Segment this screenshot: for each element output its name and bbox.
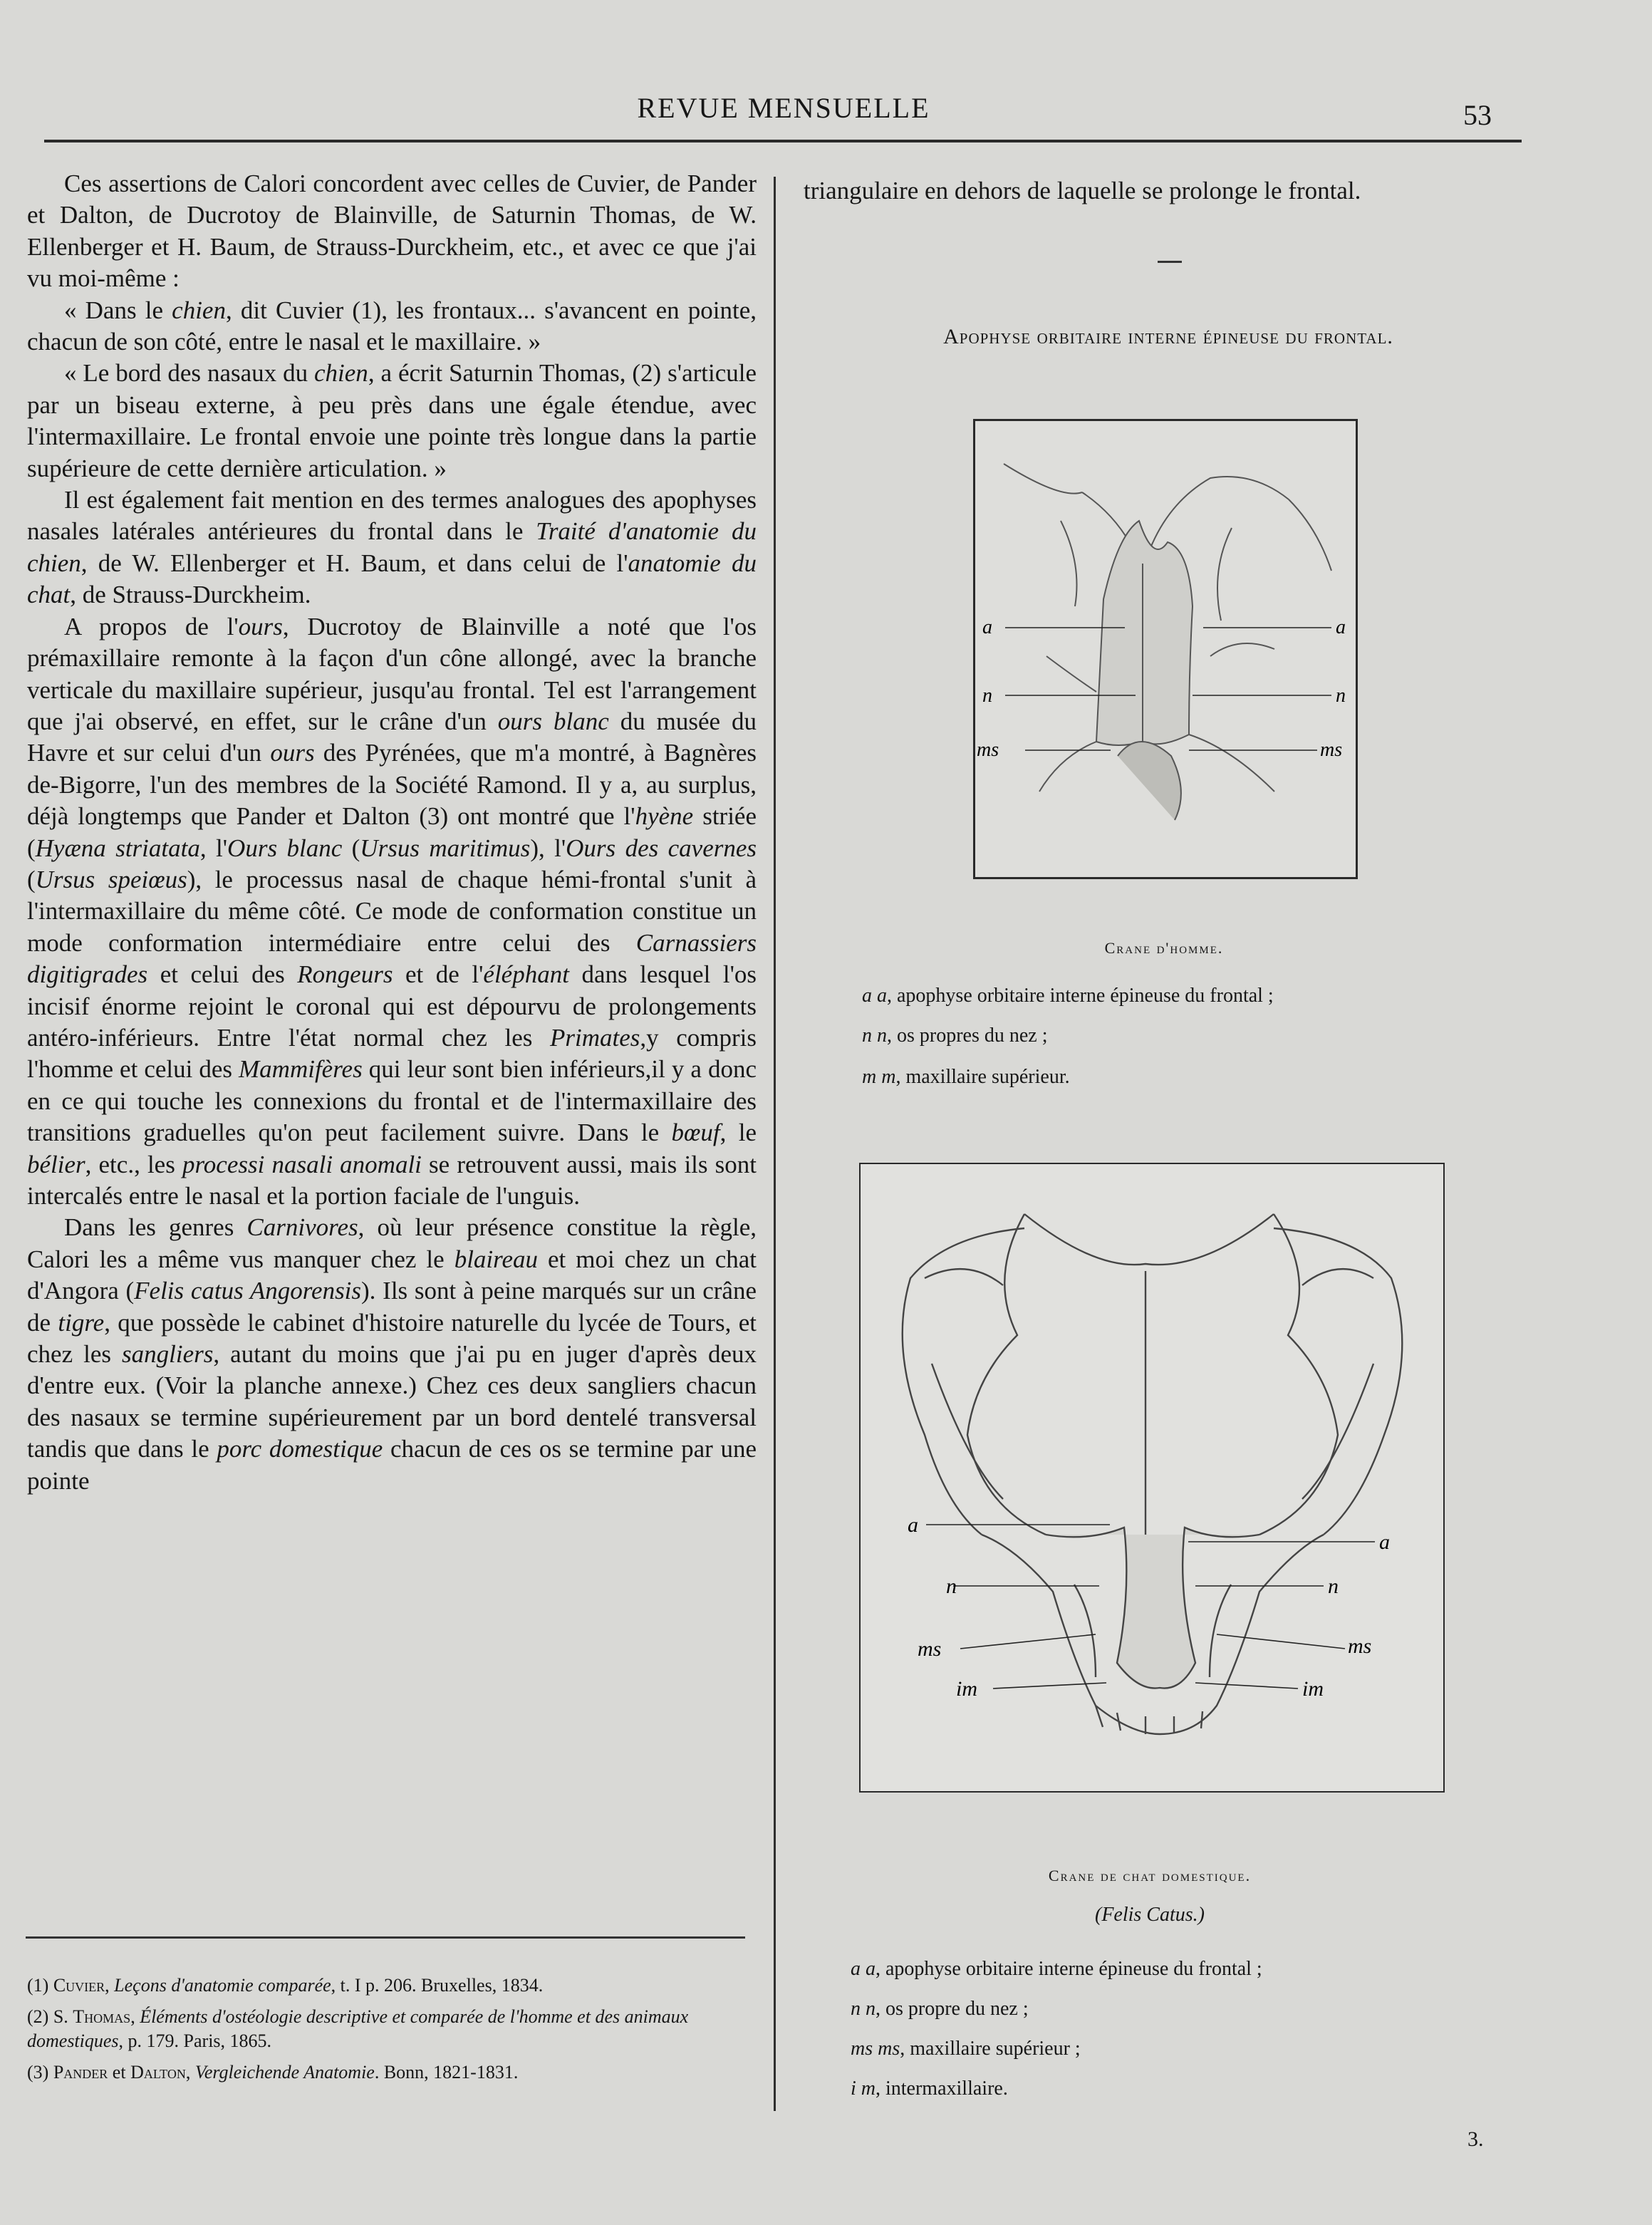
small-caps-run: Pander bbox=[53, 2062, 108, 2083]
figure1-caption-title: Crane d'homme. bbox=[1104, 939, 1224, 957]
italic-run: Traité d'anatomie du chien bbox=[27, 517, 757, 577]
legend-key: n n bbox=[851, 1998, 876, 2020]
text-run: A propos de l' bbox=[64, 612, 239, 640]
text-run: qui leur sont bien inférieurs,il y a donc en ce qui touche les connexions du frontal et de l'intermaxillaire des transitions graduelles qu'on peut facilement suivre. Dans le bbox=[27, 1055, 757, 1147]
italic-run: Ours blanc bbox=[227, 834, 343, 862]
text-run: , bbox=[130, 2006, 140, 2027]
footnote bbox=[27, 1974, 761, 1998]
label-ms-right: ms bbox=[1320, 739, 1343, 761]
text-run: chacun de ces os se termine par une pointe bbox=[27, 1435, 757, 1495]
body-paragraph bbox=[27, 484, 757, 611]
text-run: dans lesquel l'os incisif énorme rejoint le coronal qui est dépourvu de prolongements antéro-inférieurs. Entre l'état normal chez les bbox=[27, 960, 757, 1052]
text-run: du musée du Havre et sur celui d'un bbox=[27, 707, 757, 767]
italic-run: Éléments d'ostéologie descriptive et comparée de l'homme et des animaux domestiques bbox=[27, 2006, 689, 2051]
label-a-right: a bbox=[1336, 616, 1346, 638]
label-ms-left: ms bbox=[977, 739, 999, 761]
signature-mark: 3. bbox=[1467, 2127, 1484, 2151]
text-run: « Le bord des nasaux du bbox=[64, 359, 315, 388]
label-n-left: n bbox=[946, 1575, 957, 1598]
legend-key: a a bbox=[851, 1958, 876, 1980]
text-run: , bbox=[185, 2062, 195, 2083]
body-paragraph bbox=[27, 295, 757, 358]
text-run: Dans les genres bbox=[64, 1213, 247, 1242]
text-run: , p. 179. Paris, 1865. bbox=[118, 2030, 272, 2051]
italic-run: porc domestique bbox=[217, 1435, 383, 1463]
body-paragraph bbox=[27, 611, 757, 1213]
legend-text: , os propre du nez ; bbox=[876, 1998, 1029, 2020]
label-a-left: a bbox=[908, 1513, 918, 1537]
footnote bbox=[27, 2005, 761, 2053]
figure1-legend-2 bbox=[862, 1023, 1048, 1049]
text-run: des Pyrénées, que m'a montré, à Bagnères de-Bigorre, l'un des membres de la Société Ramond. Il y a, au surplus, déjà longtemps que Pander et Dalton (3) ont montré que l' bbox=[27, 739, 757, 831]
text-run: ), le processus nasal de chaque hémi-frontal s'unit à l'intermaxillaire du même côté. Ce mode de conformation constitue un mode conformation intermédiaire entre celui des bbox=[27, 865, 757, 957]
section-title: Apophyse orbitaire interne épineuse du frontal. bbox=[943, 325, 1393, 348]
header-rule bbox=[44, 140, 1522, 142]
text-run: striée ( bbox=[27, 802, 757, 862]
italic-run: ours blanc bbox=[497, 707, 609, 735]
text-run: , l' bbox=[199, 834, 228, 862]
italic-run: hyène bbox=[635, 802, 694, 831]
italic-run: blaireau bbox=[454, 1245, 538, 1273]
italic-run: Carnivores bbox=[246, 1213, 358, 1242]
label-n-right: n bbox=[1336, 685, 1346, 707]
italic-run: processi nasali anomali bbox=[182, 1150, 422, 1178]
legend-text: , maxillaire supérieur. bbox=[895, 1066, 1070, 1088]
body-paragraph bbox=[27, 358, 757, 484]
italic-run: chien bbox=[314, 359, 368, 388]
legend-key: a a bbox=[862, 985, 887, 1007]
label-ms-left: ms bbox=[918, 1637, 942, 1661]
italic-run: Carnassiers digitigrades bbox=[27, 928, 757, 989]
text-run: (1) bbox=[27, 1975, 53, 1996]
text-run: Ces assertions de Calori concordent avec celles de Cuvier, de Pander et Dalton, de Ducrotoy de Blainville, de Saturnin Thomas, de W. Ellenberger et H. Baum, de Strauss-Durckheim, etc., et avec ce que j'ai vu moi-même : bbox=[27, 170, 757, 293]
text-run: , dit Cuvier (1), les frontaux... s'avancent en pointe, chacun de son côté, entre le nasal et le maxillaire. » bbox=[27, 296, 757, 356]
footnotes bbox=[27, 1974, 761, 2092]
text-run: et celui des bbox=[147, 960, 298, 989]
label-im-left: im bbox=[956, 1677, 977, 1701]
text-run: ,y compris l'homme et celui des bbox=[27, 1023, 757, 1084]
footnote bbox=[27, 2060, 761, 2085]
text-run: ( bbox=[27, 865, 36, 893]
italic-run: éléphant bbox=[483, 960, 569, 989]
italic-run: Vergleichende Anatomie bbox=[194, 2062, 375, 2083]
legend-key: ms ms bbox=[851, 2038, 900, 2060]
right-column bbox=[804, 174, 1537, 208]
legend-text: , apophyse orbitaire interne épineuse du frontal ; bbox=[887, 985, 1274, 1007]
continuation-text: triangulaire en dehors de laquelle se prolonge le frontal. bbox=[804, 177, 1361, 204]
text-run: , que possède le cabinet d'histoire naturelle du lycée de Tours, et chez les bbox=[27, 1308, 757, 1369]
text-run: ( bbox=[342, 834, 360, 862]
italic-run: sangliers bbox=[122, 1340, 214, 1369]
text-run: , autant du moins que j'ai pu en juger d'après deux d'entre eux. (Voir la planche annexe.) Chez ces deux sangliers chacun des nasaux se termine supérieurement par un bord dentelé transversal tandis que dans le bbox=[27, 1340, 757, 1463]
legend-text: , intermaxillaire. bbox=[876, 2078, 1008, 2100]
figure2-caption-species: (Felis Catus.) bbox=[1095, 1904, 1205, 1926]
legend-key: i m bbox=[851, 2078, 876, 2100]
italic-run: Felis catus Angorensis bbox=[134, 1277, 362, 1305]
left-column-text bbox=[27, 168, 757, 1497]
text-run: . Bonn, 1821-1831. bbox=[374, 2062, 519, 2083]
legend-text: , maxillaire supérieur ; bbox=[900, 2038, 1081, 2060]
label-a-left: a bbox=[982, 616, 992, 638]
italic-run: Ours des cavernes bbox=[566, 834, 757, 862]
small-caps-run: Dalton bbox=[130, 2062, 186, 2083]
italic-run: chien bbox=[172, 296, 226, 324]
italic-run: tigre bbox=[58, 1308, 105, 1337]
legend-text: , apophyse orbitaire interne épineuse du frontal ; bbox=[876, 1958, 1262, 1980]
cat-skull-drawing bbox=[861, 1164, 1443, 1791]
italic-run: Ursus maritimus bbox=[360, 834, 531, 862]
text-run: , etc., les bbox=[85, 1150, 182, 1178]
italic-run: Primates bbox=[550, 1023, 640, 1052]
text-run: (3) bbox=[27, 2062, 53, 2083]
italic-run: bœuf bbox=[671, 1119, 720, 1147]
text-run: , où leur présence constitue la règle, Calori les a même vus manquer chez le bbox=[27, 1213, 757, 1273]
label-n-right: n bbox=[1328, 1575, 1339, 1598]
text-run: , t. I p. 206. Bruxelles, 1834. bbox=[331, 1975, 544, 1996]
text-run: ). Ils sont à peine marqués sur un crâne de bbox=[27, 1277, 757, 1337]
body-paragraph bbox=[27, 168, 757, 295]
figure1-legend-3 bbox=[862, 1064, 1070, 1090]
figure2-legend-2 bbox=[851, 1996, 1029, 2022]
figure-cat-skull bbox=[859, 1163, 1445, 1793]
italic-run: ours bbox=[238, 612, 283, 640]
figure2-legend-4 bbox=[851, 2076, 1008, 2102]
italic-run: Mammifères bbox=[239, 1055, 363, 1084]
italic-run: bélier bbox=[27, 1150, 85, 1178]
text-run: , de W. Ellenberger et H. Baum, et dans celui de l' bbox=[80, 549, 628, 577]
label-n-left: n bbox=[982, 685, 992, 707]
figure1-legend-1 bbox=[862, 983, 1274, 1009]
text-run: , de Strauss-Durckheim. bbox=[70, 581, 311, 609]
label-im-right: im bbox=[1302, 1677, 1324, 1701]
text-run: Il est également fait mention en des termes analogues des apophyses nasales latérales antérieures du frontal dans le bbox=[27, 486, 757, 546]
italic-run: anatomie du chat bbox=[27, 549, 757, 609]
italic-run: Rongeurs bbox=[297, 960, 393, 989]
text-run: (2) S. bbox=[27, 2006, 73, 2027]
figure2-legend-3 bbox=[851, 2036, 1081, 2062]
text-run: , a écrit Saturnin Thomas, (2) s'articule par un biseau externe, à peu près dans une égale étendue, avec l'intermaxillaire. Le frontal envoie une pointe très longue dans la partie supérieure de cette dernière articulation. » bbox=[27, 359, 757, 482]
text-run: ), l' bbox=[530, 834, 566, 862]
label-ms-right: ms bbox=[1348, 1634, 1372, 1658]
body-paragraph bbox=[27, 1212, 757, 1497]
section-separator bbox=[1158, 261, 1182, 263]
italic-run: ours bbox=[270, 739, 315, 767]
text-run: se retrouvent aussi, mais ils sont intercalés entre le nasal et la portion faciale de l'unguis. bbox=[27, 1150, 757, 1210]
text-run: , le bbox=[719, 1119, 757, 1147]
text-run: « Dans le bbox=[64, 296, 172, 324]
page-number: 53 bbox=[1463, 99, 1492, 131]
text-run: et bbox=[108, 2062, 131, 2083]
figure2-caption-title: Crane de chat domestique. bbox=[1048, 1867, 1252, 1884]
legend-text: , os propres du nez ; bbox=[887, 1025, 1048, 1047]
italic-run: Hyæna striatata bbox=[35, 834, 200, 862]
legend-key: n n bbox=[862, 1025, 887, 1047]
figure2-legend-1 bbox=[851, 1956, 1262, 1982]
italic-run: Ursus speiœus bbox=[35, 865, 187, 893]
small-caps-run: Cuvier bbox=[53, 1975, 105, 1996]
figure-human-skull bbox=[973, 419, 1358, 879]
text-run: et moi chez un chat d'Angora ( bbox=[27, 1245, 757, 1305]
legend-key: m m bbox=[862, 1066, 896, 1088]
footnote-rule bbox=[26, 1936, 745, 1939]
label-a-right: a bbox=[1379, 1530, 1390, 1554]
column-divider bbox=[774, 177, 776, 2111]
text-run: , bbox=[105, 1975, 115, 1996]
italic-run: Leçons d'anatomie comparée bbox=[114, 1975, 331, 1996]
small-caps-run: Thomas bbox=[73, 2006, 131, 2027]
running-header-title: REVUE MENSUELLE bbox=[637, 92, 930, 124]
human-skull-drawing bbox=[975, 421, 1356, 877]
text-run: et de l' bbox=[393, 960, 484, 989]
text-run: , Ducrotoy de Blainville a noté que l'os prémaxillaire remonte à la façon d'un cône allongé, avec la branche verticale du maxillaire supérieur, jusqu'au frontal. Tel est l'arrangement que j'ai observé, en effet, sur le crâne d'un bbox=[27, 612, 757, 735]
